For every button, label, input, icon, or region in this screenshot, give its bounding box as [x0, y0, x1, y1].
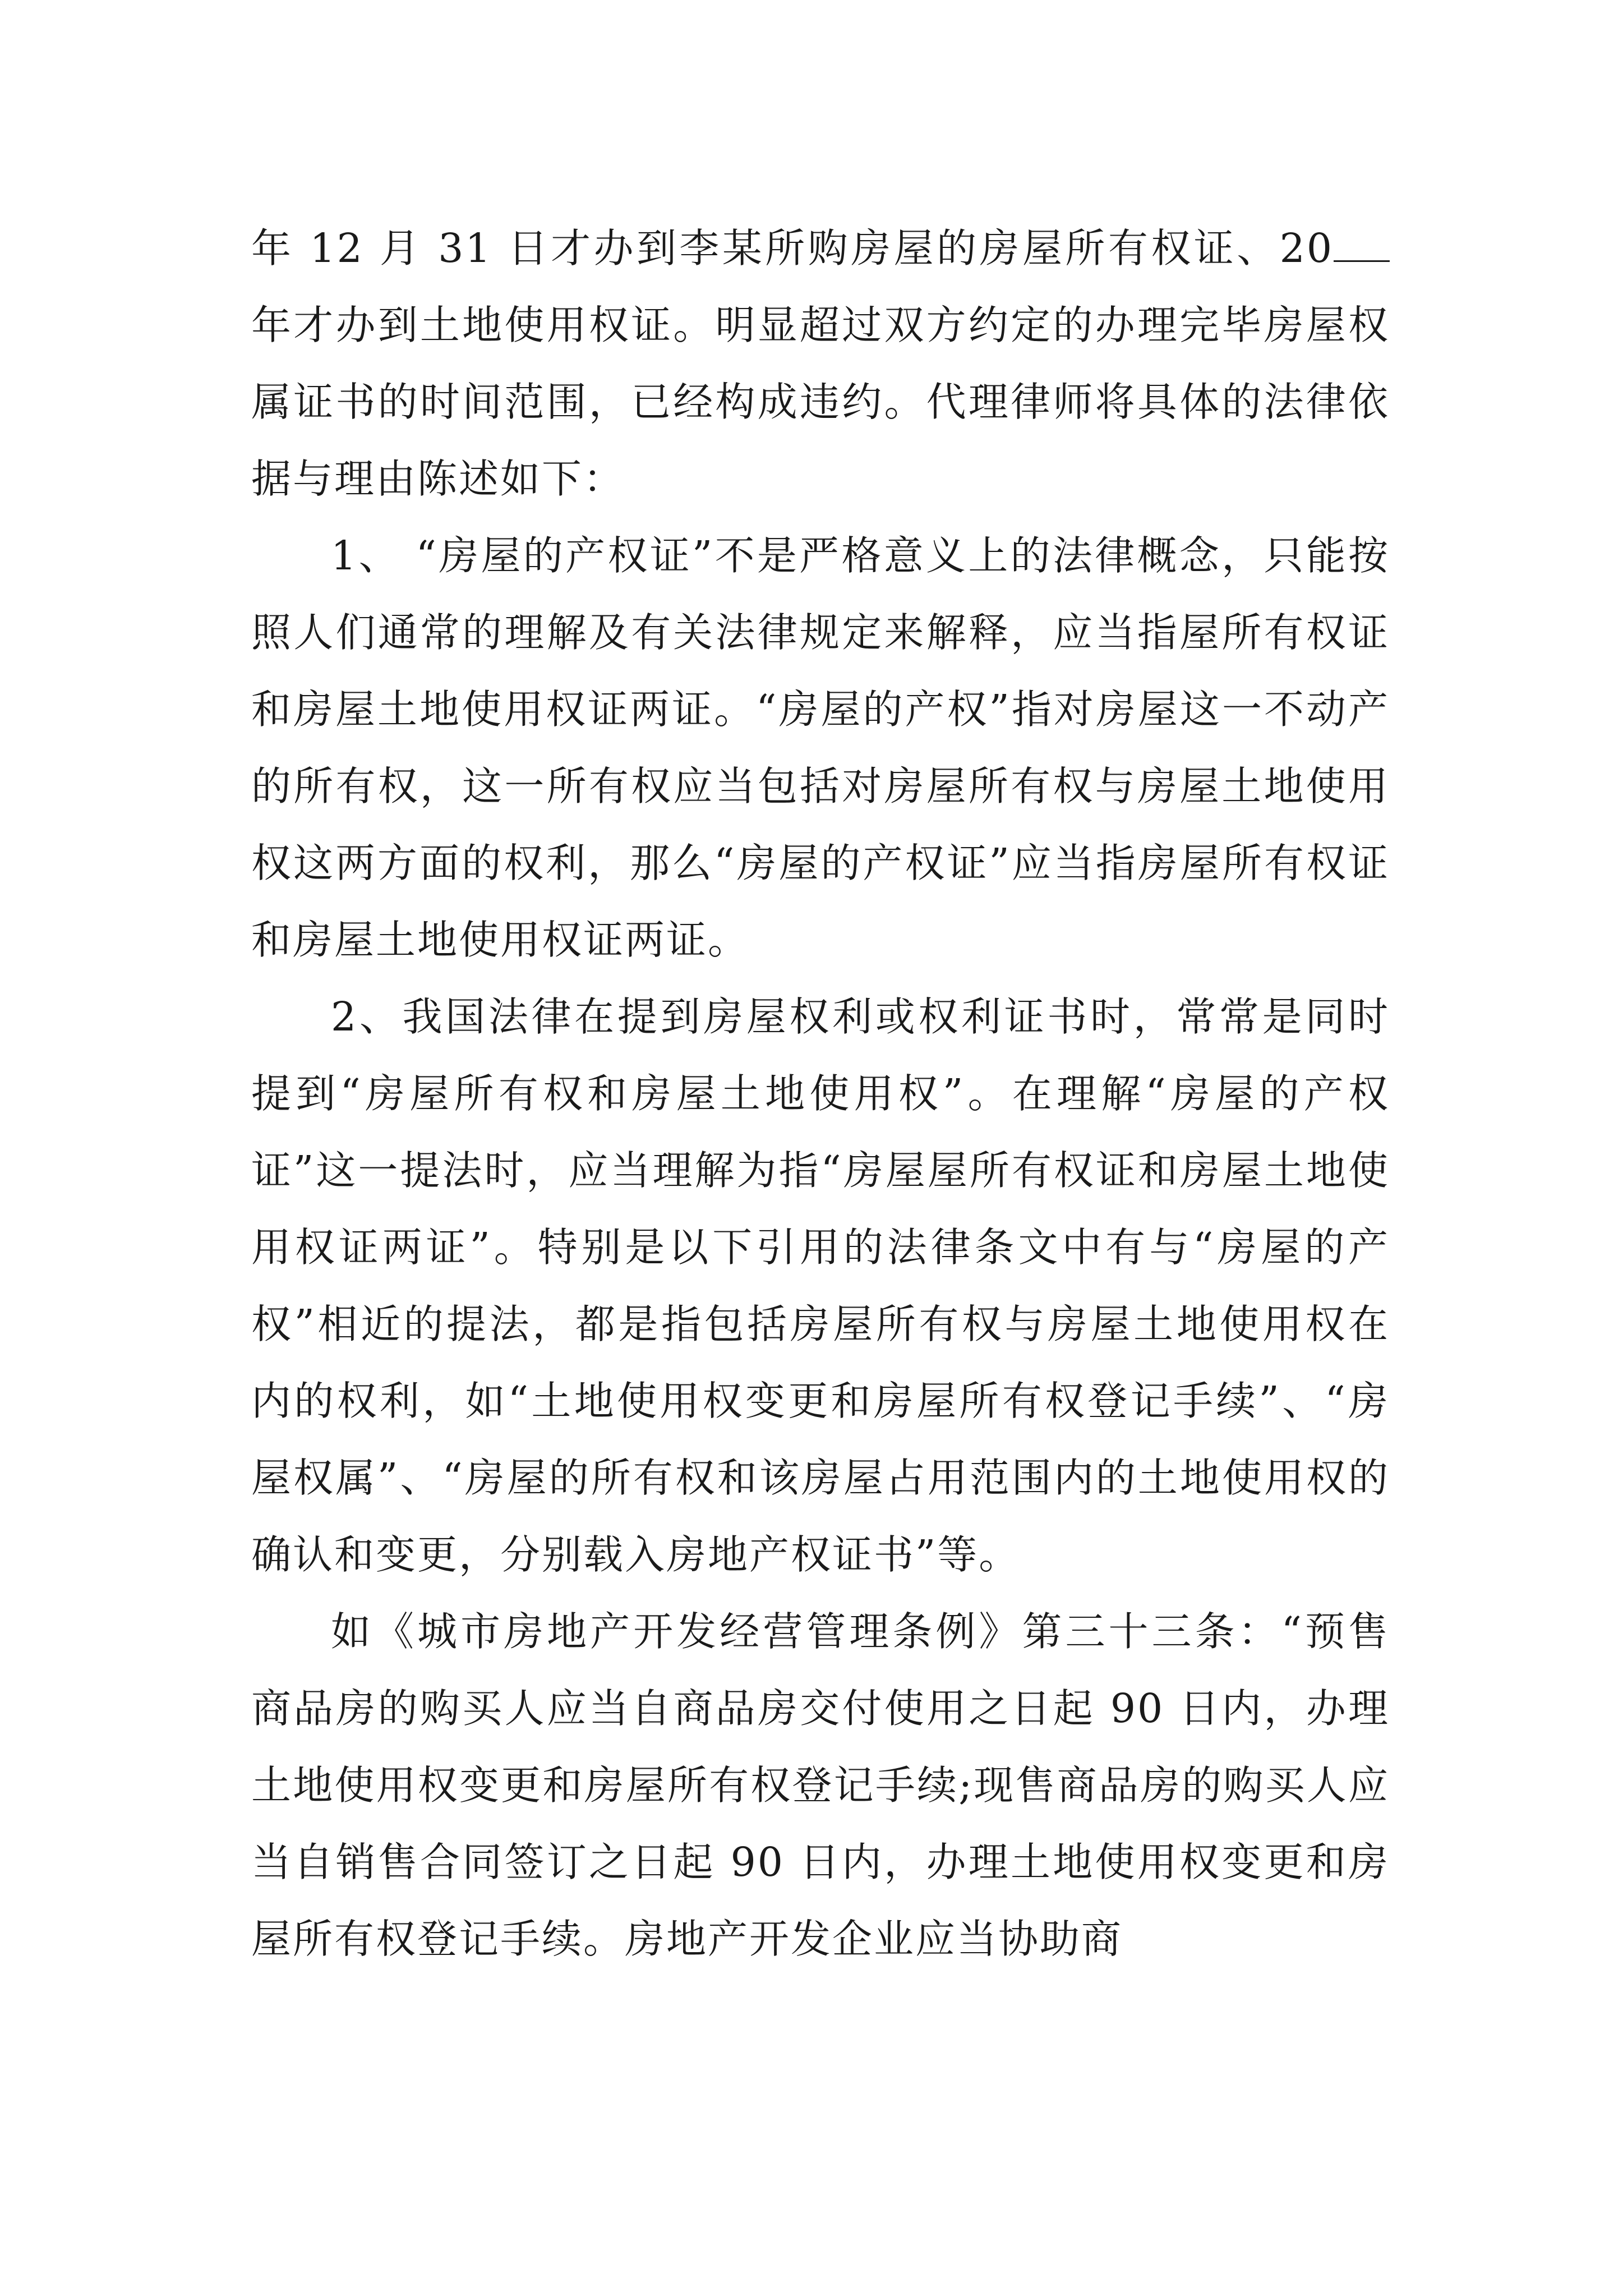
paragraph-text-before-blank: 年 12 月 31 日才办到李某所购房屋的房屋所有权证、20 [251, 225, 1334, 272]
paragraph-regulation-citation: 如《城市房地产开发经营管理条例》第三十三条：“预售商品房的购买人应当自商品房交付使用之日起 90 日内，办理土地使用权变更和房屋所有权登记手续;现售商品房的购买人应当自销售合同签订之日起 90 日内，办理土地使用权变更和房屋所有权登记手续。房地产开发企业应当协助商 [251, 1608, 1390, 1962]
paragraph-continuation [251, 210, 1390, 517]
document-body [251, 210, 1390, 1977]
paragraph-text-after-blank: 年才办到土地使用权证。明显超过双方约定的办理完毕房屋权属证书的时间范围，已经构成违约。代理律师将具体的法律依据与理由陈述如下： [251, 302, 1390, 502]
fill-in-blank [1334, 227, 1390, 262]
paragraph-point-1: 1、 “房屋的产权证”不是严格意义上的法律概念，只能按照人们通常的理解及有关法律规定来解释，应当指屋所有权证和房屋土地使用权证两证。“房屋的产权”指对房屋这一不动产的所有权，这一所有权应当包括对房屋所有权与房屋土地使用权这两方面的权利，那么“房屋的产权证”应当指房屋所有权证和房屋土地使用权证两证。 [251, 532, 1390, 963]
paragraph-point-2: 2、我国法律在提到房屋权利或权利证书时，常常是同时提到“房屋所有权和房屋土地使用权”。在理解“房屋的产权证”这一提法时，应当理解为指“房屋屋所有权证和房屋土地使用权证两证”。特别是以下引用的法律条文中有与“房屋的产权”相近的提法，都是指包括房屋所有权与房屋土地使用权在内的权利，如“土地使用权变更和房屋所有权登记手续”、“房屋权属”、“房屋的所有权和该房屋占用范围内的土地使用权的确认和变更，分别载入房地产权证书”等。 [251, 993, 1390, 1578]
